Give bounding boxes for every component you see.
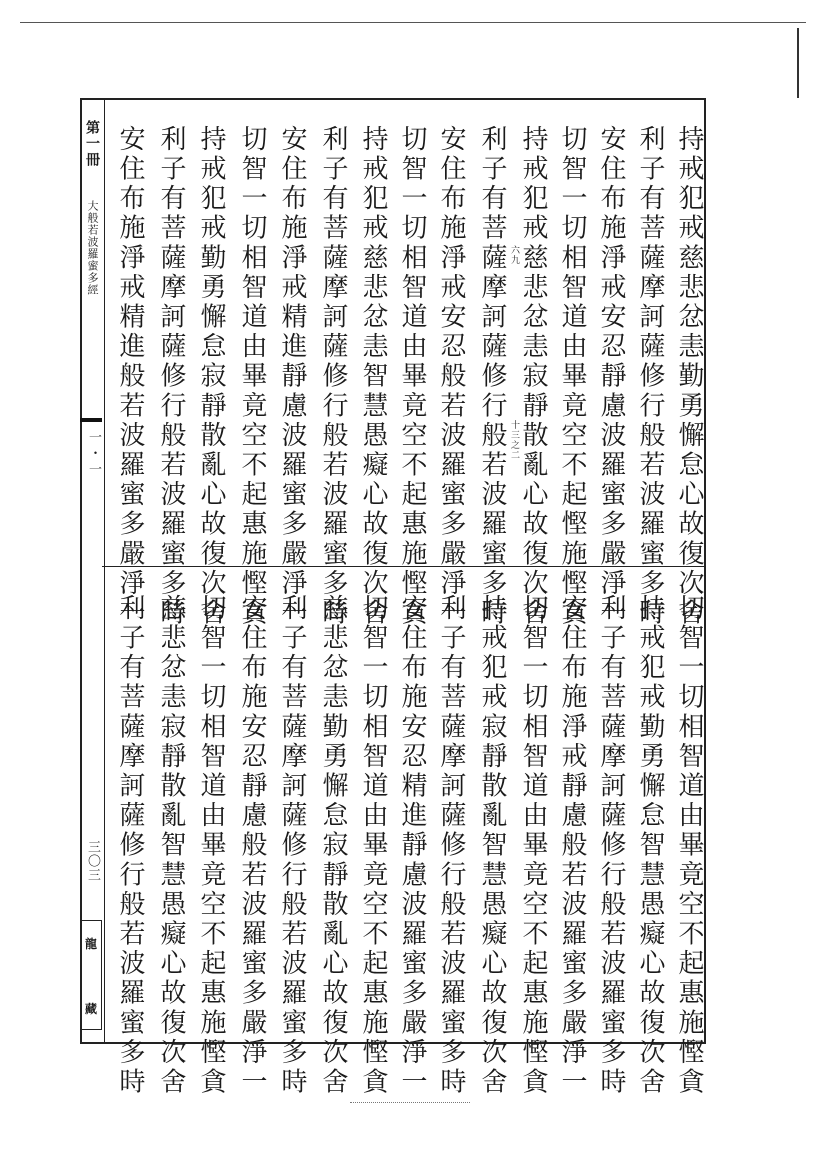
text-column: 安住布施淨戒安忍般若波羅蜜多嚴淨一 [436, 125, 466, 629]
text-column: 持戒犯戒寂靜散亂智慧愚癡心故復次舍 [477, 594, 507, 1098]
text-column: 利子有菩薩摩訶薩修行般若波羅蜜多時 [596, 594, 626, 1098]
page-number: 三〇三 [85, 840, 100, 882]
text-column: 切智一切相智道由畢竟空不起惠施慳貪 [518, 594, 548, 1098]
longzang-mark [80, 920, 102, 1030]
text-column: 利子有菩薩摩訶薩修行般若波羅蜜多時 [277, 594, 307, 1098]
text-column: 持戒犯戒慈悲忿恚寂靜散亂心故復次舍 [518, 125, 548, 629]
section-number: 一・一 [86, 430, 101, 478]
text-column: 持戒犯戒勤勇懈怠寂靜散亂心故復次舍 [196, 125, 226, 629]
volume-label: 第一冊 [84, 120, 100, 168]
text-column: 切智一切相智道由畢竟空不起惠施慳貪 [397, 125, 427, 629]
mark-bottom-char: 藏 [85, 1002, 98, 1016]
text-column: 安住布施淨戒精進靜慮波羅蜜多嚴淨一 [277, 125, 307, 629]
binding-edge [797, 28, 799, 98]
text-column: 利子有菩薩摩訶薩修行般若波羅蜜多時 [477, 125, 507, 629]
text-column: 切智一切相智道由畢竟空不起惠施慳貪 [196, 594, 226, 1098]
text-column: 利子有菩薩摩訶薩修行般若波羅蜜多時 [156, 125, 186, 629]
text-column: 利子有菩薩摩訶薩修行般若波羅蜜多時 [436, 594, 466, 1098]
text-column: 安住布施安忍靜慮般若波羅蜜多嚴淨一 [237, 594, 267, 1098]
column-note: 六九 [509, 245, 519, 265]
sutra-title: 大般若波羅蜜多經 [86, 200, 99, 296]
text-column: 安住布施淨戒靜慮般若波羅蜜多嚴淨一 [557, 594, 587, 1098]
text-column: 慈悲忿恚寂靜散亂智慧愚癡心故復次舍 [156, 594, 186, 1098]
text-column: 安住布施淨戒精進般若波羅蜜多嚴淨一 [115, 125, 145, 629]
text-column: 安住布施安忍精進靜慮波羅蜜多嚴淨一 [397, 594, 427, 1098]
column-note: 十三之二 [509, 420, 519, 460]
top-rule [20, 22, 806, 23]
text-column: 持戒犯戒慈悲忿恚智慧愚癡心故復次舍 [358, 125, 388, 629]
scan-artifact [350, 1102, 470, 1105]
text-column: 慈悲忿恚勤勇懈怠寂靜散亂心故復次舍 [318, 594, 348, 1098]
text-column: 切智一切相智道由畢竟空不起惠施慳貪 [674, 594, 704, 1098]
text-column: 切智一切相智道由畢竟空不起慳施慳貪 [557, 125, 587, 629]
section-tab-marker [80, 418, 102, 422]
text-column: 利子有菩薩摩訶薩修行般若波羅蜜多時 [635, 125, 665, 629]
text-column: 利子有菩薩摩訶薩修行般若波羅蜜多時 [318, 125, 348, 629]
mark-top-char: 龍 [85, 937, 98, 951]
text-column: 持戒犯戒慈悲忿恚勤勇懈怠心故復次舍 [674, 125, 704, 629]
text-column: 切智一切相智道由畢竟空不起惠施慳貪 [358, 594, 388, 1098]
text-column: 安住布施淨戒安忍靜慮波羅蜜多嚴淨一 [596, 125, 626, 629]
text-column: 切智一切相智道由畢竟空不起惠施慳貪 [237, 125, 267, 629]
text-column: 利子有菩薩摩訶薩修行般若波羅蜜多時 [115, 594, 145, 1098]
text-column: 持戒犯戒勤勇懈怠智慧愚癡心故復次舍 [635, 594, 665, 1098]
